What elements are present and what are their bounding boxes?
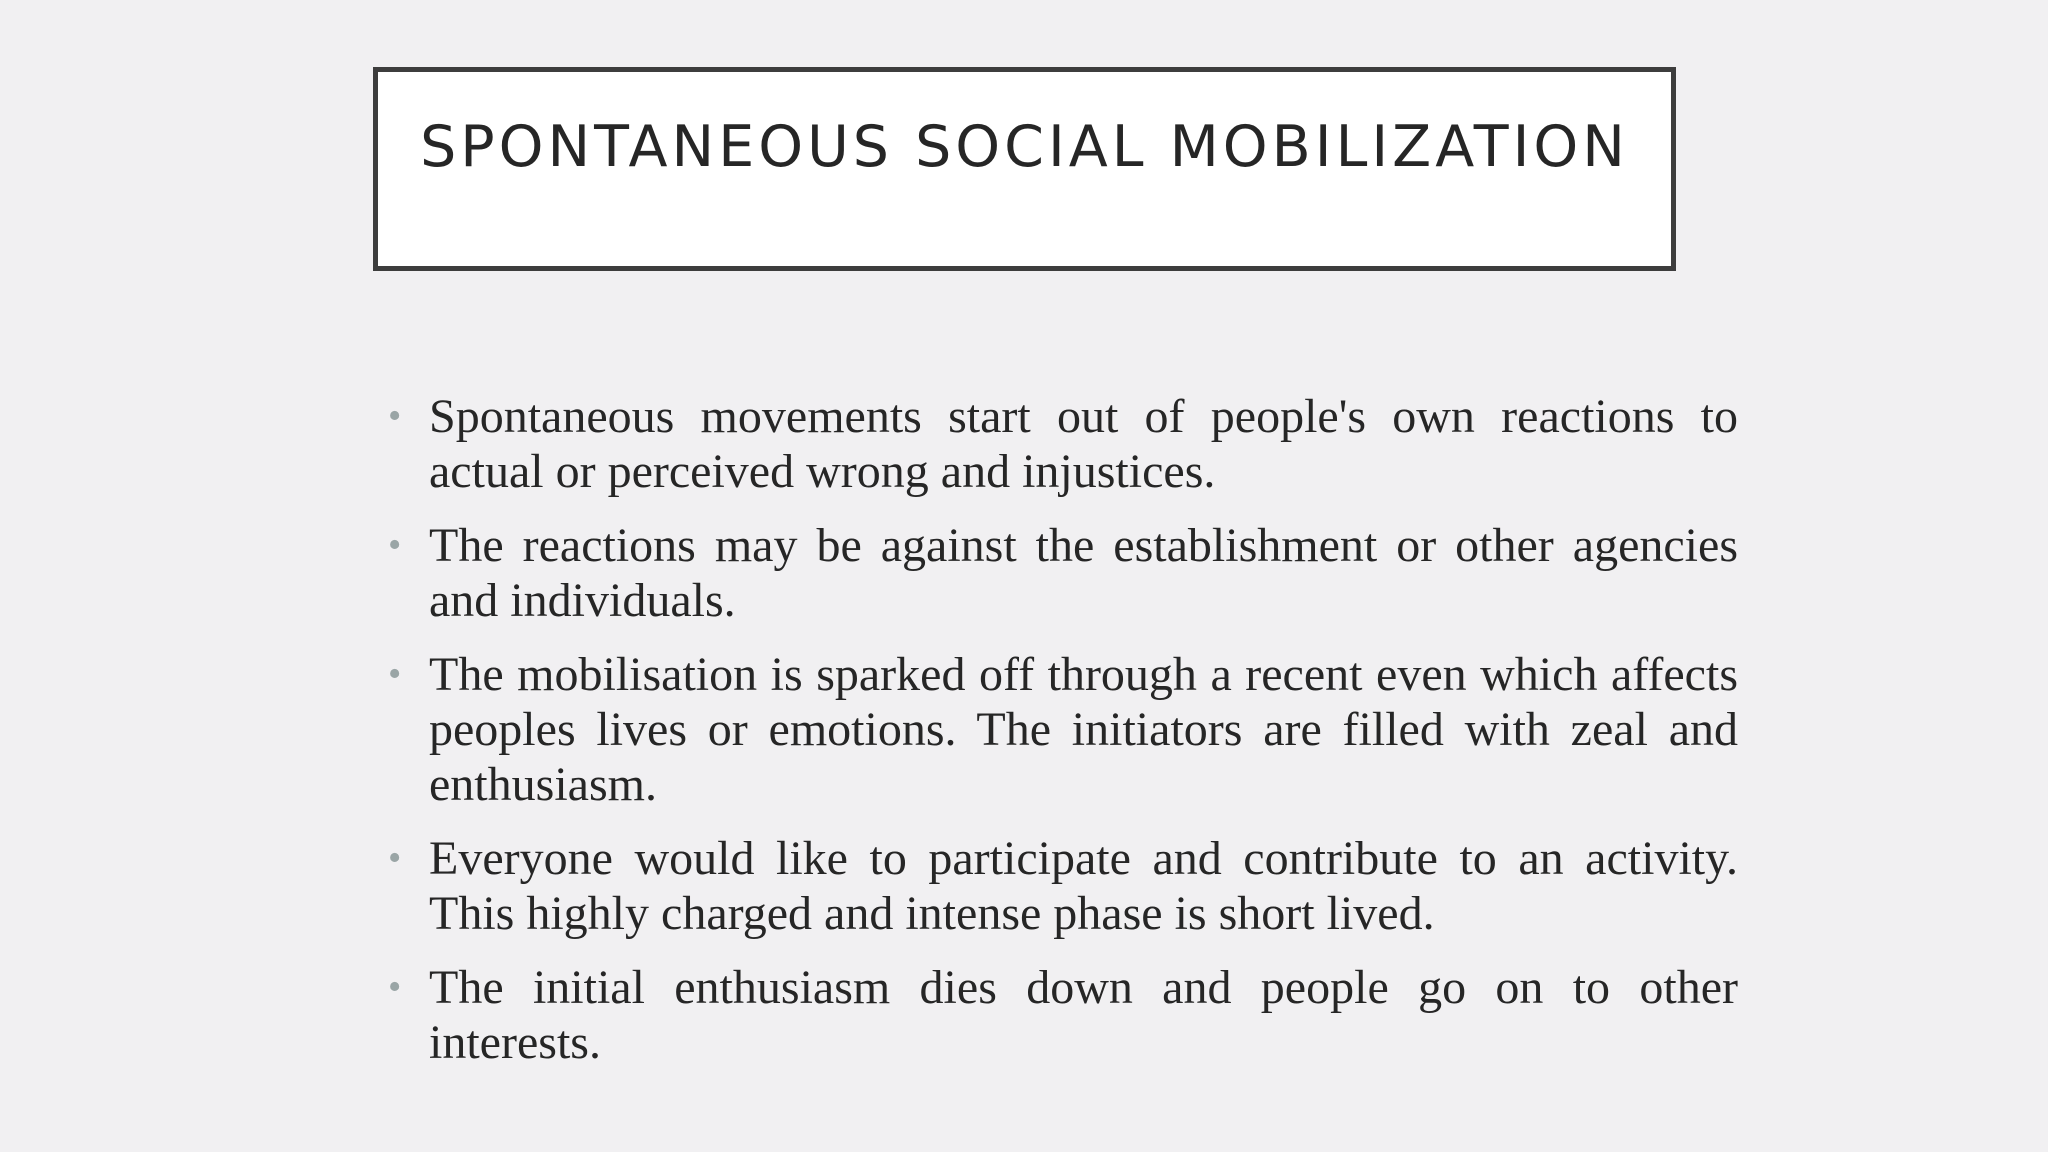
bullet-text: Everyone would like to participate and contribute to an activity. This highly charged and intense phase is short lived. [429,832,1738,940]
bullet-item [388,389,1738,499]
bullet-list [388,389,1738,1089]
bullet-item [388,647,1738,812]
bullet-icon: • [388,395,402,437]
bullet-text: The reactions may be against the establishment or other agencies and individuals. [429,519,1738,627]
bullet-item [388,518,1738,628]
bullet-item [388,960,1738,1070]
bullet-icon: • [388,653,402,695]
title-box [373,67,1676,271]
bullet-text: Spontaneous movements start out of people's own reactions to actual or perceived wrong and injustices. [429,390,1738,498]
bullet-icon: • [388,837,402,879]
bullet-item [388,831,1738,941]
bullet-icon: • [388,524,402,566]
bullet-icon: • [388,966,402,1008]
slide-title: SPONTANEOUS SOCIAL MOBILIZATION [420,114,1629,180]
bullet-text: The initial enthusiasm dies down and people go on to other interests. [429,961,1738,1069]
bullet-text: The mobilisation is sparked off through a recent even which affects peoples lives or emotions. The initiators are filled with zeal and enthusiasm. [429,648,1738,811]
